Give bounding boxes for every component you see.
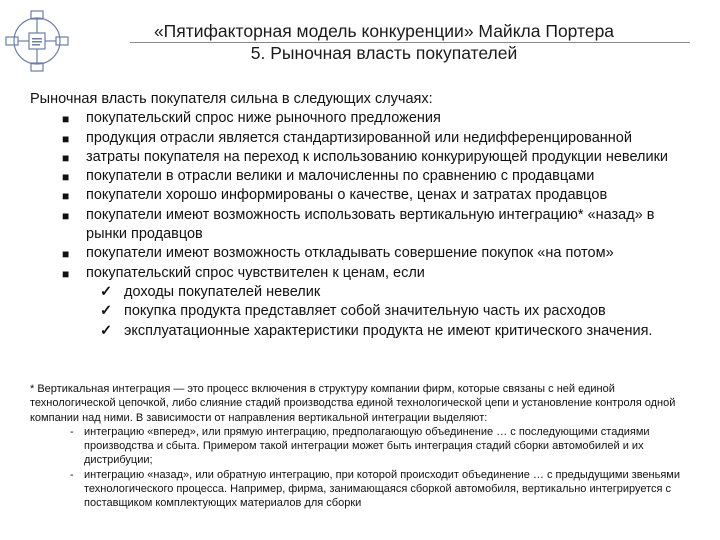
square-bullet-icon: ■	[62, 170, 70, 185]
dash-bullet-icon: -	[70, 425, 74, 438]
list-item	[30, 186, 698, 205]
condition-list	[30, 109, 698, 341]
intro-text: Рыночная власть покупателя сильна в следующих случаях:	[30, 91, 433, 107]
list-item-text: покупатели имеют возможность использовать вертикальную интеграцию* «назад» в рынки продавцов	[86, 206, 655, 243]
checkmark-icon: ✓	[100, 303, 113, 320]
list-item-text: покупатели в отрасли велики и малочисленны по сравнению с продавцами	[86, 168, 595, 185]
list-item-text: покупательский спрос ниже рыночного предложения	[86, 110, 441, 127]
footnote-item-text: интеграцию «назад», или обратную интеграцию, при которой происходит объединение … с предыдущими звеньями технологического процесса. Например, фирма, занимающаяся сборкой автомобиля, вертикально интегрируется с поставщиком комплектующих материалов для сборки	[84, 468, 681, 510]
list-item	[30, 206, 698, 245]
sub-list-item	[86, 283, 698, 302]
square-bullet-icon: ■	[62, 112, 70, 127]
title-line-2: 5. Рыночная власть покупателей	[250, 43, 518, 63]
list-item	[30, 167, 698, 186]
list-item-text: покупатели имеют возможность откладывать совершение покупок «на потом»	[86, 245, 614, 262]
footnote-item	[30, 468, 694, 511]
sub-list-item	[86, 302, 698, 321]
list-item	[30, 148, 698, 167]
square-bullet-icon: ■	[62, 189, 70, 204]
sub-list-item-text: доходы покупателей невелик	[124, 283, 321, 300]
footnote	[30, 382, 694, 511]
checkmark-icon: ✓	[100, 283, 113, 300]
price-sensitivity-list	[86, 283, 698, 341]
five-forces-logo-icon	[4, 8, 70, 74]
list-item	[30, 129, 698, 148]
sub-list-item	[86, 322, 698, 341]
list-item	[30, 244, 698, 263]
footnote-item	[30, 425, 694, 468]
main-content	[30, 90, 698, 341]
list-item-text: затраты покупателя на переход к использованию конкурирующей продукции невелики	[86, 148, 669, 165]
square-bullet-icon: ■	[62, 247, 70, 262]
sub-list-item-text: покупка продукта представляет собой значительную часть их расходов	[124, 303, 606, 320]
sub-list-item-text: эксплуатационные характеристики продукта не имеют критического значения.	[124, 322, 653, 339]
title-line-1: «Пятифакторная модель конкуренции» Майкла Портера	[153, 21, 615, 41]
list-item-text: продукция отрасли является стандартизированной или недифференцированной	[86, 129, 632, 146]
square-bullet-icon: ■	[62, 150, 70, 165]
checkmark-icon: ✓	[100, 322, 113, 339]
square-bullet-icon: ■	[62, 208, 70, 223]
footnote-list	[30, 425, 694, 511]
square-bullet-icon: ■	[62, 266, 70, 281]
dash-bullet-icon: -	[70, 468, 74, 481]
list-item	[30, 109, 698, 128]
list-item-text: покупательский спрос чувствителен к ценам, если	[86, 264, 425, 281]
footnote-item-text: интеграцию «вперед», или прямую интеграцию, предполагающую объединение … с последующими стадиями производства и сбыта. Примером такой интеграции может быть интеграция стадий сборки автомобилей и их дистрибуции;	[84, 425, 650, 467]
list-item-text: покупатели хорошо информированы о качестве, ценах и затратах продавцов	[86, 187, 608, 204]
title-divider	[130, 42, 690, 43]
square-bullet-icon: ■	[62, 131, 70, 146]
list-item	[30, 264, 698, 341]
footnote-text: * Вертикальная интеграция — это процесс включения в структуру компании фирм, которые связаны с ней единой технологической цепочкой, либо слияние стадий производства единой технологической цепи и установление контроля одной компании над ними. В зависимости от направления вертикальной интеграции выделяют:	[30, 383, 676, 424]
